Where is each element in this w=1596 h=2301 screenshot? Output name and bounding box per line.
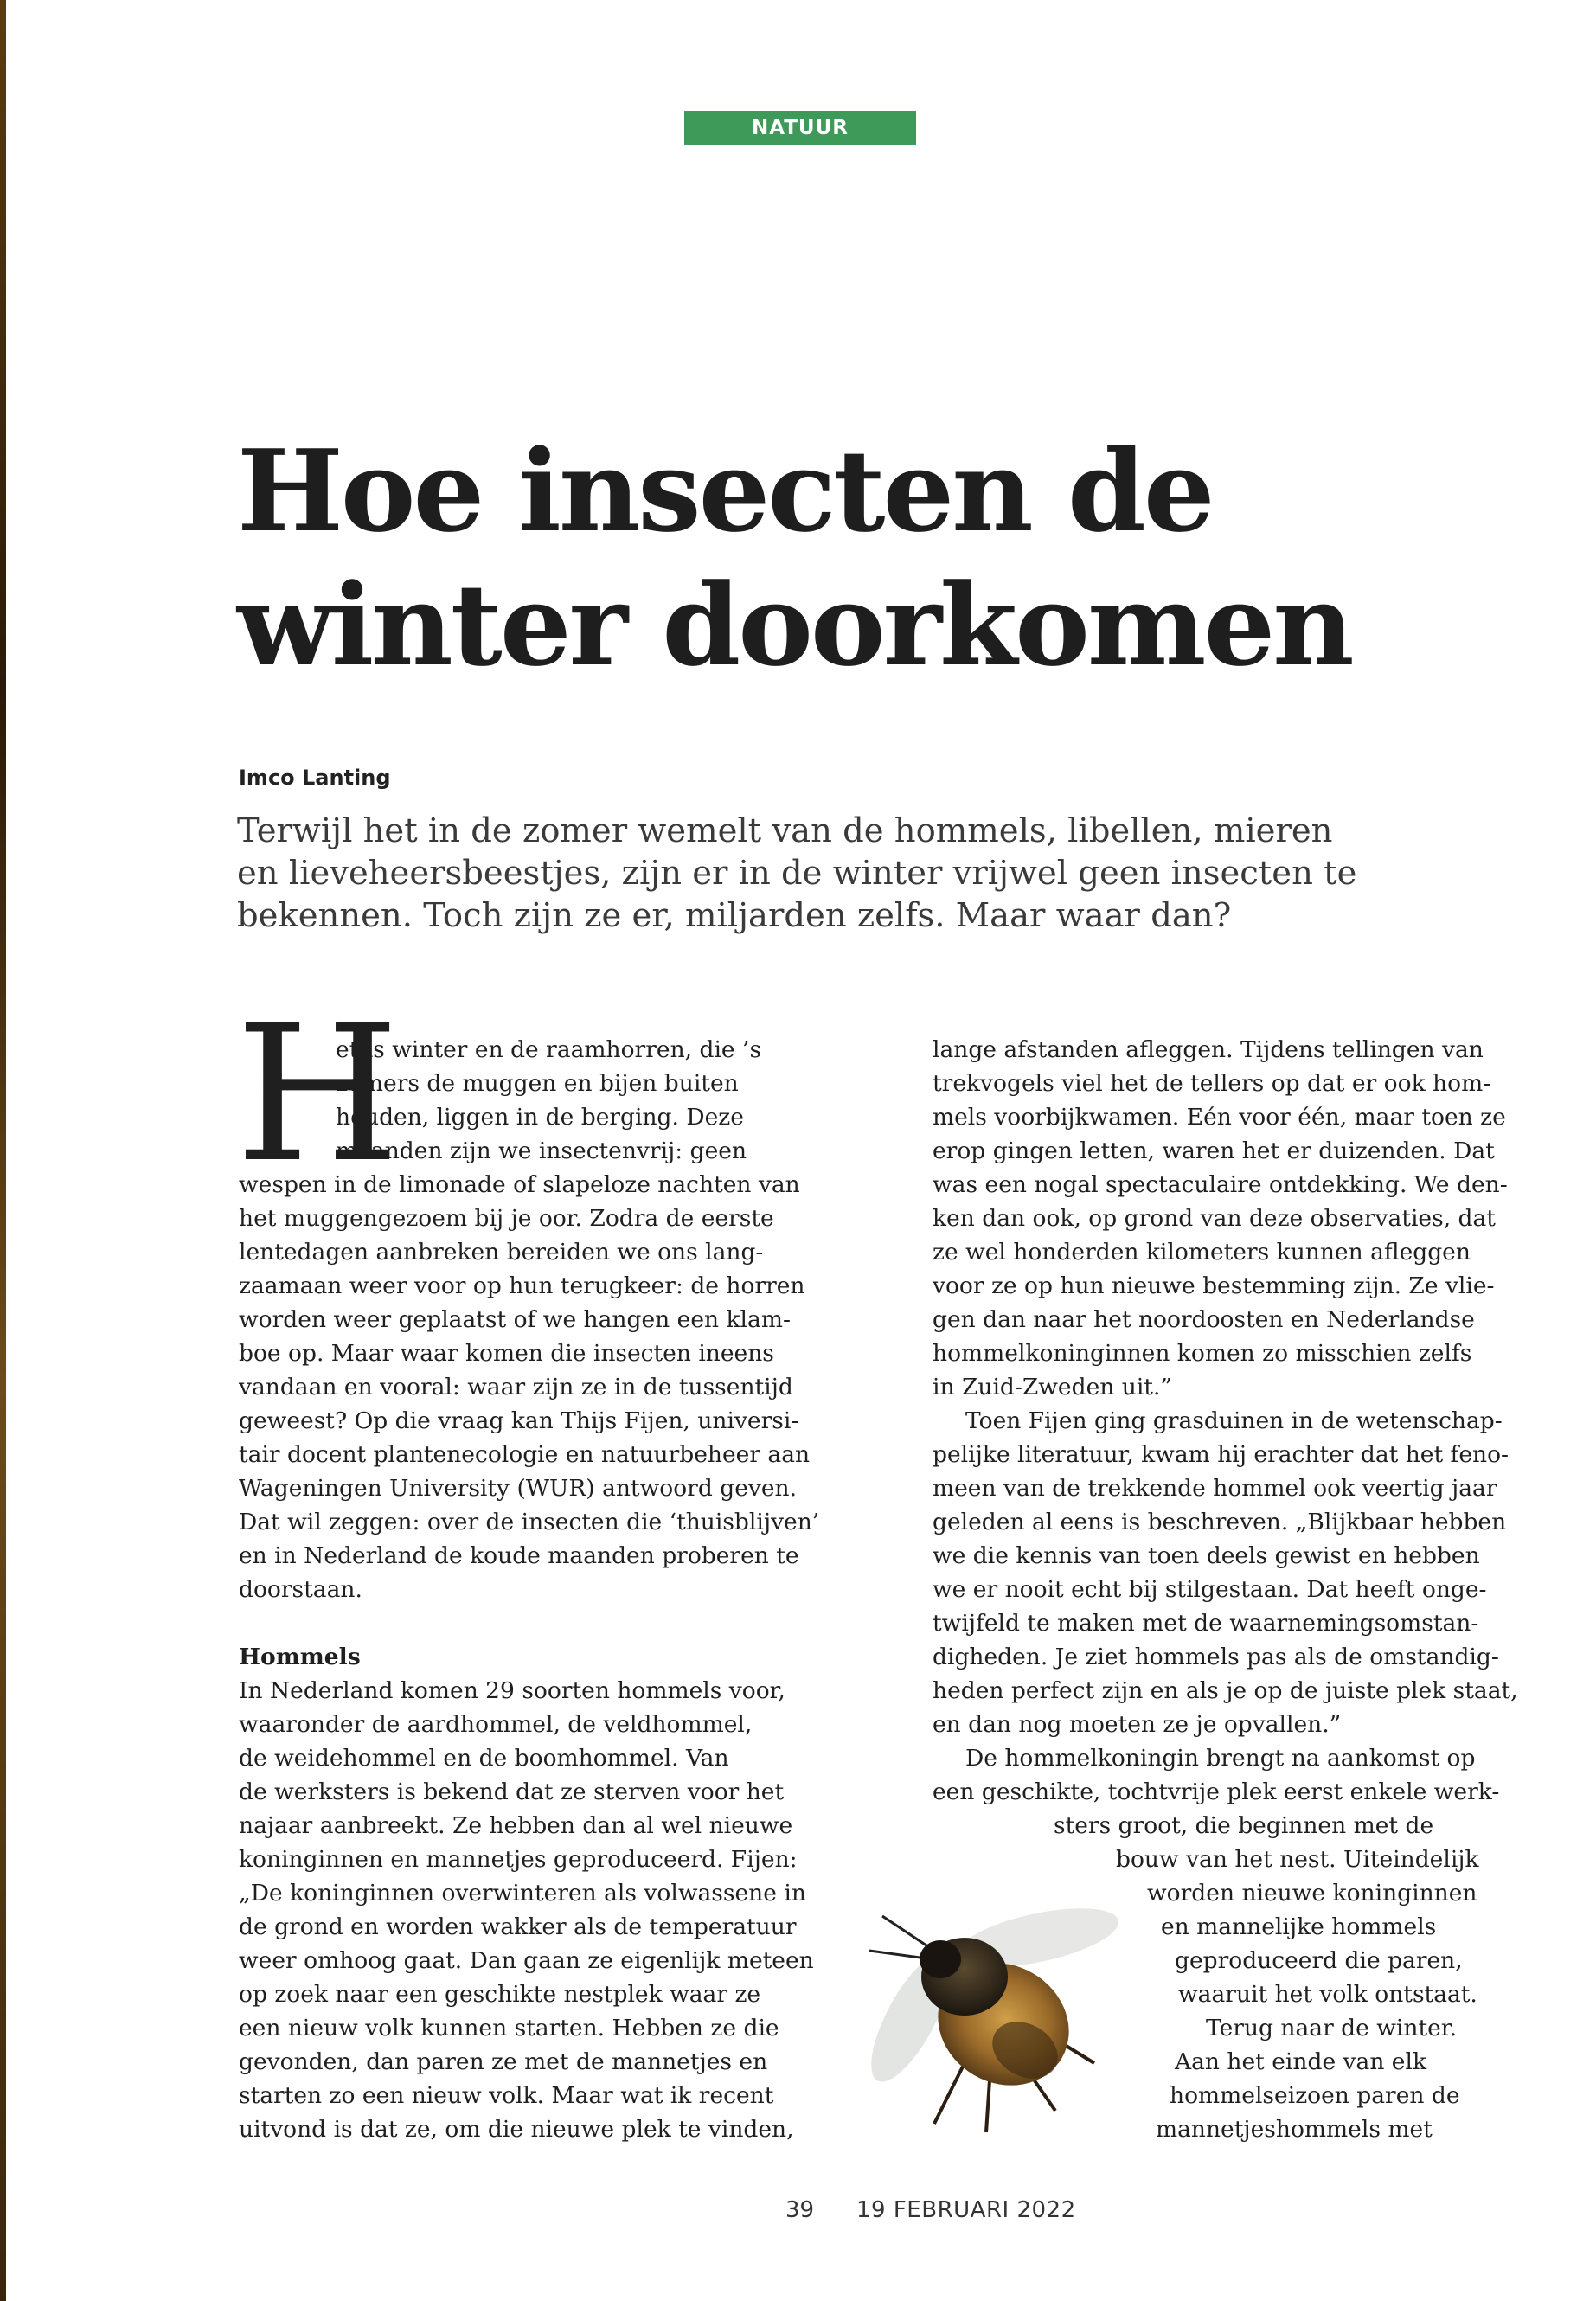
section-tag: NATUUR: [684, 111, 916, 145]
text-line: in Zuid-Zweden uit.”: [933, 1374, 1172, 1400]
issue-date: 19 FEBRUARI 2022: [856, 2197, 1076, 2223]
text-line: zomers de muggen en bijen buiten: [336, 1070, 739, 1097]
text-line: hommelseizoen paren de: [1170, 2082, 1460, 2109]
text-line: geproduceerd die paren,: [1175, 1947, 1463, 1974]
text-line: was een nogal spectaculaire ontdekking. We den-: [933, 1171, 1508, 1198]
text-line: Dat wil zeggen: over de insecten die ‘thuisblijven’: [239, 1509, 820, 1535]
text-line: boe op. Maar waar komen die insecten ineens: [239, 1340, 774, 1367]
author-byline: Imco Lanting: [239, 766, 391, 790]
text-line: waaruit het volk ontstaat.: [1178, 1981, 1477, 2008]
text-line: Wageningen University (WUR) antwoord geven.: [239, 1475, 798, 1502]
text-line: twijfeld te maken met de waarnemingsomstan-: [933, 1610, 1479, 1637]
text-line: hommelkoninginnen komen zo misschien zelfs: [933, 1340, 1472, 1367]
text-line: „De koninginnen overwinteren als volwassene in: [239, 1880, 806, 1907]
text-line: zaamaan weer voor op hun terugkeer: de horren: [239, 1272, 805, 1299]
text-line: tair docent plantenecologie en natuurbeheer aan: [239, 1441, 811, 1468]
text-line: gen dan naar het noordoosten en Nederlandse: [933, 1306, 1475, 1333]
intro-line: Terwijl het in de zomer wemelt van de hommels, libellen, mieren: [237, 811, 1333, 850]
subheading-hommels: Hommels: [239, 1644, 361, 1670]
text-line: mels voorbijkwamen. Eén voor één, maar toen ze: [933, 1104, 1506, 1131]
text-line: starten zo een nieuw volk. Maar wat ik recent: [239, 2082, 774, 2109]
text-line: meen van de trekkende hommel ook veertig jaar: [933, 1475, 1497, 1502]
text-line: lange afstanden afleggen. Tijdens tellingen van: [933, 1036, 1484, 1063]
text-line: geweest? Op die vraag kan Thijs Fijen, universi-: [239, 1407, 799, 1434]
intro-paragraph: [237, 810, 1357, 937]
text-line: doorstaan.: [239, 1576, 362, 1603]
text-line: en in Nederland de koude maanden proberen te: [239, 1542, 799, 1569]
text-line: maanden zijn we insectenvrij: geen: [336, 1138, 747, 1164]
text-line: weer omhoog gaat. Dan gaan ze eigenlijk meteen: [239, 1947, 814, 1974]
left-column: [239, 1033, 820, 2146]
text-line: en mannelijke hommels: [1161, 1913, 1437, 1940]
text-line: het muggengezoem bij je oor. Zodra de eerste: [239, 1205, 774, 1232]
text-line: worden nieuwe koninginnen: [1147, 1880, 1477, 1907]
text-line: ken dan ook, op grond van deze observaties, dat: [933, 1205, 1496, 1232]
text-line: mannetjeshommels met: [1156, 2116, 1433, 2143]
text-line: op zoek naar een geschikte nestplek waar ze: [239, 1981, 761, 2008]
text-line: vandaan en vooral: waar zijn ze in de tussentijd: [239, 1374, 793, 1400]
text-line: bouw van het nest. Uiteindelijk: [1116, 1846, 1479, 1873]
text-line: een geschikte, tochtvrije plek eerst enkele werk-: [933, 1779, 1500, 1805]
text-line: en dan nog moeten ze je opvallen.”: [933, 1711, 1342, 1738]
text-line: najaar aanbreekt. Ze hebben dan al wel nieuwe: [239, 1812, 793, 1839]
paragraph-gap: [239, 1606, 792, 1640]
text-line: gevonden, dan paren ze met de mannetjes en: [239, 2048, 768, 2075]
text-line: houden, liggen in de berging. Deze: [336, 1104, 744, 1131]
text-line: we die kennis van toen deels gewist en hebben: [933, 1542, 1480, 1569]
text-line: een nieuw volk kunnen starten. Hebben ze die: [239, 2015, 779, 2041]
text-line: koninginnen en mannetjes geproduceerd. Fijen:: [239, 1846, 798, 1873]
text-line: uitvond is dat ze, om die nieuwe plek te vinden,: [239, 2116, 794, 2143]
text-line: worden weer geplaatst of we hangen een klam-: [239, 1306, 791, 1333]
text-line: waaronder de aardhommel, de veldhommel,: [239, 1711, 753, 1738]
text-line: we er nooit echt bij stilgestaan. Dat heeft onge-: [933, 1576, 1487, 1603]
title-line: Hoe insecten de: [237, 425, 1213, 557]
title-line: winter doorkomen: [237, 559, 1352, 691]
text-line: erop gingen letten, waren het er duizenden. Dat: [933, 1138, 1495, 1164]
intro-line: en lieveheersbeestjes, zijn er in de winter vrijwel geen insecten te: [237, 854, 1357, 893]
text-line: geleden al eens is beschreven. „Blijkbaar hebben: [933, 1509, 1507, 1535]
intro-line: bekennen. Toch zijn ze er, miljarden zelfs. Maar waar dan?: [237, 896, 1232, 935]
text-line: et is winter en de raamhorren, die ’s: [336, 1036, 762, 1063]
text-line: Aan het einde van elk: [1175, 2048, 1427, 2075]
text-line: digheden. Je ziet hommels pas als de omstandig-: [933, 1644, 1499, 1670]
text-line: de werksters is bekend dat ze sterven voor het: [239, 1779, 785, 1805]
text-line: de weidehommel en de boomhommel. Van: [239, 1745, 729, 1772]
text-line: De hommelkoningin brengt na aankomst op: [965, 1745, 1476, 1772]
text-line: pelijke literatuur, kwam hij erachter dat het feno-: [933, 1441, 1509, 1468]
text-line: Terug naar de winter.: [1206, 2015, 1457, 2041]
text-line: wespen in de limonade of slapeloze nachten van: [239, 1171, 800, 1198]
text-line: Toen Fijen ging grasduinen in de wetenschap-: [965, 1407, 1503, 1434]
text-line: heden perfect zijn en als je op de juiste plek staat,: [933, 1677, 1518, 1704]
text-line: voor ze op hun nieuwe bestemming zijn. Ze vlie-: [933, 1272, 1495, 1299]
text-line: In Nederland komen 29 soorten hommels voor,: [239, 1677, 785, 1704]
text-line: sters groot, die beginnen met de: [1054, 1812, 1434, 1839]
text-line: lentedagen aanbreken bereiden we ons lang-: [239, 1239, 764, 1266]
text-line: ze wel honderden kilometers kunnen afleggen: [933, 1239, 1471, 1266]
page-edge: [0, 0, 6, 2301]
drop-cap: H: [235, 985, 401, 1204]
bumblebee-photo: [843, 1864, 1142, 2150]
text-line: trekvogels viel het de tellers op dat er ook hom-: [933, 1070, 1491, 1097]
text-line: de grond en worden wakker als de temperatuur: [239, 1913, 797, 1940]
page-number: 39: [785, 2197, 815, 2223]
article-title: [237, 424, 1448, 692]
